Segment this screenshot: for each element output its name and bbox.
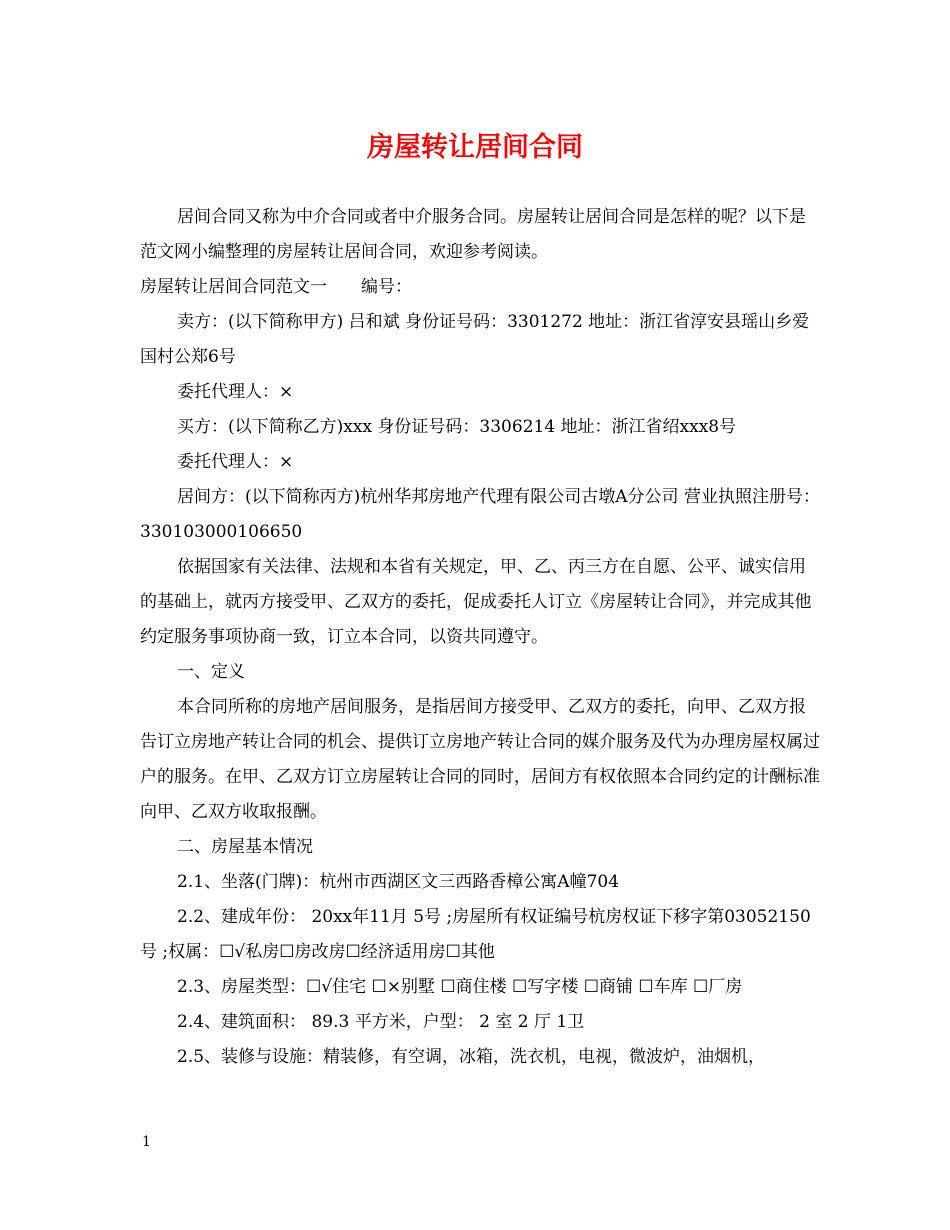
section-heading-property: 二、房屋基本情况	[177, 837, 313, 857]
clause-2-5: 2.5、装修与设施：精装修，有空调，冰箱，洗衣机，电视，微波炉，油烟机，	[177, 1047, 766, 1067]
paragraph-basis: 依据国家有关法律、法规和本省有关规定，甲、乙、丙三方在自愿、公平、诚实信用的基础上，就丙方接受甲、乙双方的委托，促成委托人订立《房屋转让合同》，并完成其他约定服务事项协商一致，订立本合同，以资共同遵守。	[140, 557, 812, 647]
paragraph-seller: 卖方：(以下简称甲方) 吕和斌 身份证号码：3301272 地址：浙江省淳安县瑶山乡爱国村公郑6号	[140, 312, 810, 367]
clause-2-1: 2.1、坐落(门牌)：杭州市西湖区文三西路香樟公寓A幢704	[177, 872, 620, 892]
paragraph-intermediary: 居间方：(以下简称丙方)杭州华邦房地产代理有限公司古墩A分公司 营业执照注册号：330103000106650	[140, 487, 820, 542]
paragraph-buyer-agent: 委托代理人：×	[177, 452, 294, 472]
document-title: 房屋转让居间合同	[367, 132, 583, 163]
section-heading-definition: 一、定义	[177, 662, 245, 682]
paragraph-buyer: 买方：(以下简称乙方)xxx 身份证号码：3306214 地址：浙江省绍xxx8号	[177, 417, 737, 437]
paragraph-intro: 居间合同又称为中介合同或者中介服务合同。房屋转让居间合同是怎样的呢？以下是范文网小编整理的房屋转让居间合同，欢迎参考阅读。	[140, 207, 806, 262]
document-body	[140, 200, 820, 1075]
paragraph-seller-agent: 委托代理人：×	[177, 382, 294, 402]
clause-2-4: 2.4、建筑面积： 89.3 平方米，户型： 2 室 2 厅 1卫	[177, 1012, 585, 1032]
clause-2-2: 2.2、建成年份： 20xx年11月 5号 ;房屋所有权证编号杭房权证下移字第03052150号 ;权属：☐√私房☐房改房☐经济适用房☐其他	[140, 907, 811, 962]
paragraph-sample-heading: 房屋转让居间合同范文一 编号：	[140, 277, 412, 297]
clause-2-3: 2.3、房屋类型：☐√住宅 ☐×别墅 ☐商住楼 ☐写字楼 ☐商铺 ☐车库 ☐厂房	[177, 977, 743, 997]
page-number: 1	[142, 1134, 151, 1150]
paragraph-definition: 本合同所称的房地产居间服务，是指居间方接受甲、乙双方的委托，向甲、乙双方报告订立房地产转让合同的机会、提供订立房地产转让合同的媒介服务及代为办理房屋权属过户的服务。在甲、乙双方订立房屋转让合同的同时，居间方有权依照本合同约定的计酬标准向甲、乙双方收取报酬。	[140, 697, 820, 822]
